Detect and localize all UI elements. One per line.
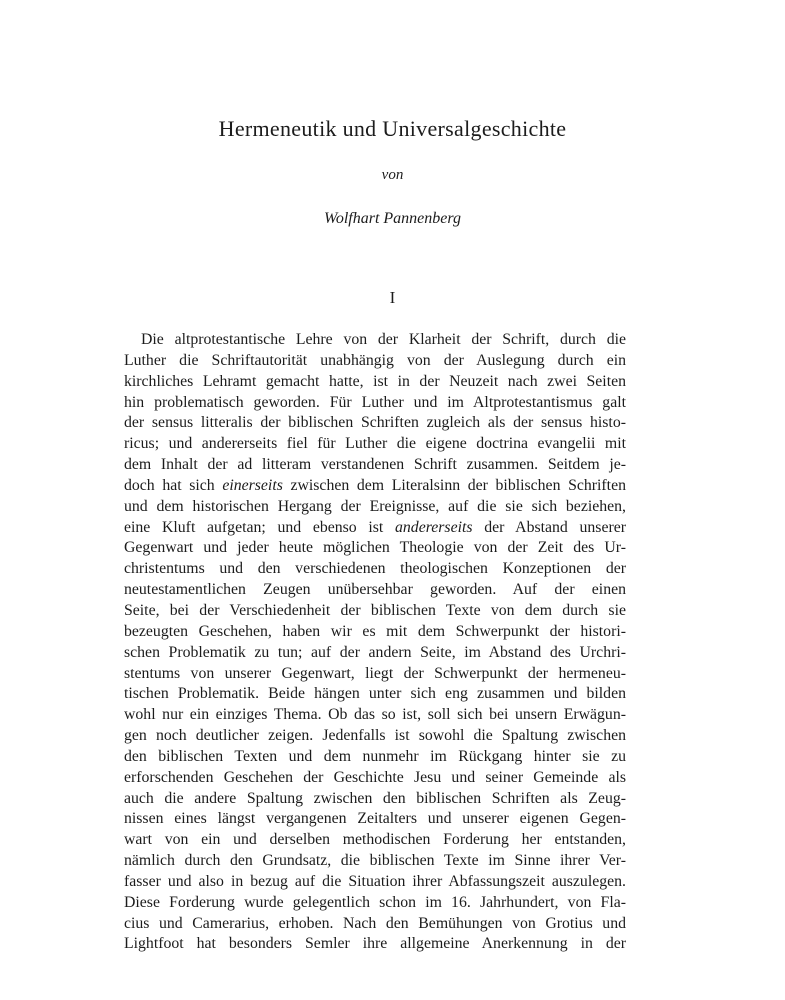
emphasized-word: einerseits [222, 476, 283, 494]
text-line: schen Problematik zu tun; auf der andern Seite, im Abstand des Urchri- [124, 643, 626, 661]
text-line: der sensus litteralis der biblischen Schriften zugleich als der sensus histo- [124, 414, 626, 432]
text-line: kirchliches Lehramt gemacht hatte, ist in der Neuzeit nach zwei Seiten [124, 372, 626, 390]
emphasized-word: andererseits [395, 518, 473, 536]
text-line: gen noch deutlicher zeigen. Jedenfalls ist sowohl die Spaltung zwischen [124, 727, 626, 745]
text-line: den biblischen Texten und dem nunmehr im Rückgang hinter sie zu [124, 747, 626, 765]
body-paragraph [124, 330, 626, 955]
text-line: fasser und also in bezug auf die Situation ihrer Abfassungszeit auszulegen. [124, 872, 626, 890]
text-line: neutestamentlichen Zeugen unübersehbar geworden. Auf der einen [124, 581, 626, 599]
text-fragment: eine Kluft aufgetan; und ebenso ist [124, 518, 395, 536]
section-number: I [389, 288, 396, 307]
text-fragment: der Abstand unserer [472, 518, 626, 536]
text-line: Gegenwart und jeder heute möglichen Theologie von der Zeit des Ur- [124, 539, 626, 557]
text-line: tischen Problematik. Beide hängen unter sich eng zusammen und bilden [124, 685, 626, 703]
text-line: erforschenden Geschehen der Geschichte Jesu und seiner Gemeinde als [124, 768, 626, 786]
text-line: und dem historischen Hergang der Ereignisse, auf die sie sich beziehen, [124, 497, 626, 515]
text-line [124, 518, 626, 539]
text-line: wohl nur ein einziges Thema. Ob das so ist, soll sich bei unsern Erwägun- [124, 706, 626, 724]
text-line: Die altprotestantische Lehre von der Klarheit der Schrift, durch die [141, 331, 626, 348]
text-line: auch die andere Spaltung zwischen den biblischen Schriften als Zeug- [124, 789, 626, 807]
text-line [124, 476, 626, 497]
text-fragment: zwischen dem Literalsinn der biblischen Schriften [282, 476, 626, 494]
text-line: hin problematisch geworden. Für Luther und im Altprotestantismus galt [124, 393, 626, 411]
text-line: Lightfoot hat besonders Semler ihre allgemeine Anerkennung in der [124, 935, 626, 953]
text-line: nissen eines längst vergangenen Zeitalters und unserer eigenen Gegen- [124, 810, 626, 828]
text-line: bezeugten Geschehen, haben wir es mit dem Schwerpunkt der histori- [124, 622, 626, 640]
text-line: stentums von unserer Gegenwart, liegt der Schwerpunkt der hermeneu- [124, 664, 626, 682]
text-line: nämlich durch den Grundsatz, die biblischen Texte im Sinne ihrer Ver- [124, 852, 626, 870]
article-title: Hermeneutik und Universalgeschichte [218, 116, 567, 141]
text-line: ricus; und andererseits fiel für Luther die eigene doctrina evangelii mit [124, 435, 626, 453]
text-line: christentums und den verschiedenen theologischen Konzeptionen der [124, 560, 626, 578]
text-line: Diese Forderung wurde gelegentlich schon im 16. Jahrhundert, von Fla- [124, 893, 626, 911]
author-name: Wolfhart Pannenberg [323, 210, 462, 227]
byline-von: von [381, 167, 404, 183]
text-line: wart von ein und derselben methodischen Forderung her entstanden, [124, 831, 626, 849]
text-line: cius und Camerarius, erhoben. Nach den Bemühungen von Grotius und [124, 914, 626, 932]
text-fragment: doch hat sich [124, 476, 223, 494]
text-line: Seite, bei der Verschiedenheit der biblischen Texte von dem durch sie [124, 601, 626, 619]
text-line: dem Inhalt der ad litteram verstandenen Schrift zusammen. Seitdem je- [124, 456, 626, 474]
text-line: Luther die Schriftautorität unabhängig von der Auslegung durch ein [124, 351, 626, 369]
